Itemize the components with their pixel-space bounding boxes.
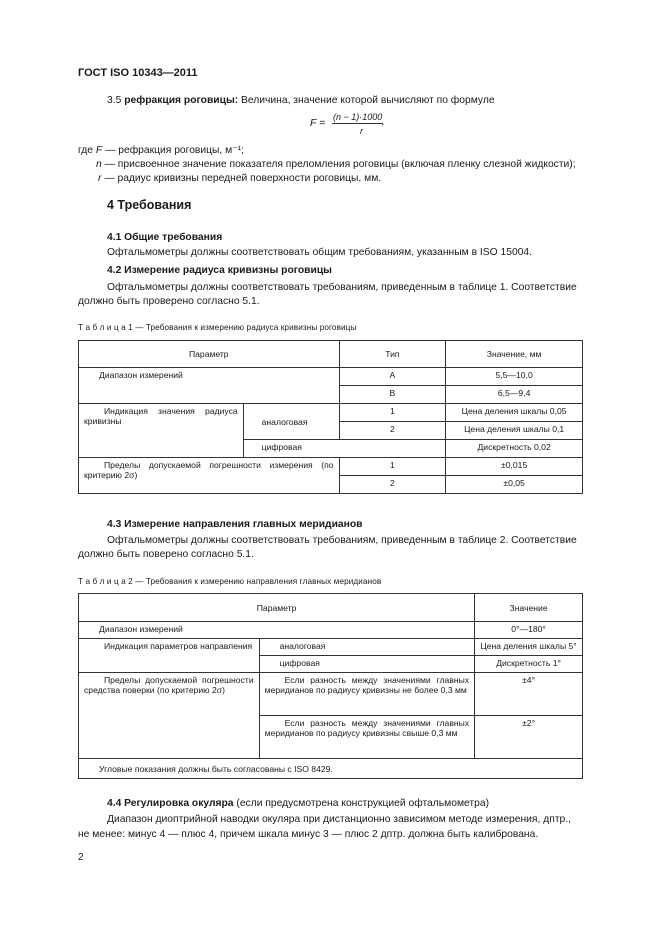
table-row <box>79 368 583 386</box>
section-title: 4 Требования <box>107 198 192 212</box>
table-cell: 0°—180° <box>475 622 583 639</box>
where-line-r <box>98 172 381 185</box>
subsection-4-3-text-1: Офтальмометры должны соответствовать требованиям, приведенным в таблице 2. Соответствие <box>107 535 577 546</box>
subsection-4-4-note: (если предусмотрена конструкцией офтальмометра) <box>236 798 490 809</box>
table-cell: Дискретность 0,02 <box>446 440 583 458</box>
table-1-header-value: Значение, мм <box>446 341 583 368</box>
table-row <box>79 673 583 716</box>
table-cell: Цена деления шкалы 0,1 <box>446 422 583 440</box>
document-header: ГОСТ ISO 10343—2011 <box>78 67 198 79</box>
where-label: где <box>78 145 94 156</box>
table-cell: ±4° <box>475 673 583 716</box>
table-2-header <box>79 594 583 622</box>
formula-lhs: F = <box>310 117 326 129</box>
table-2 <box>78 593 583 779</box>
table-1-header-param: Параметр <box>79 341 340 368</box>
definition-number: 3.5 <box>107 95 122 106</box>
table-1-header-type: Тип <box>339 341 446 368</box>
where-line-n <box>96 158 576 171</box>
table-cell: 1 <box>339 404 446 422</box>
table-1-error-param: Пределы допускаемой погрешности измерения (по критерию 2σ) <box>79 458 340 494</box>
table-cell: ±0,05 <box>446 476 583 494</box>
table-1-header <box>79 341 583 368</box>
table-cell: Если разность между значениями главных меридианов по радиусу кривизны не более 0,3 мм <box>259 673 475 716</box>
table-cell: 1 <box>339 458 446 476</box>
table-row <box>79 759 583 779</box>
subsection-4-2-text-2: должно быть проверено согласно 5.1. <box>78 296 260 307</box>
definition-text: Величина, значение которой вычисляют по формуле <box>241 95 495 106</box>
subsection-4-1-title: 4.1 Общие требования <box>107 232 223 243</box>
table-cell: Диапазон измерений <box>79 622 475 639</box>
page-number: 2 <box>78 852 84 863</box>
table-cell: Цена деления шкалы 5° <box>475 639 583 656</box>
formula-denominator: r <box>360 126 363 136</box>
where-line-f <box>78 144 244 157</box>
definition-line <box>107 94 495 107</box>
definition-term: рефракция роговицы: <box>124 95 239 106</box>
table-2-header-value: Значение <box>475 594 583 622</box>
var-text-r: — радиус кривизны передней поверхности роговицы, мм. <box>104 173 382 184</box>
subsection-4-4-heading <box>107 797 489 810</box>
subsection-4-4-text-1: Диапазон диоптрийной наводки окуляра при дистанционно зависимом методе измерения, дптр., <box>107 814 571 825</box>
subsection-4-2-title: 4.2 Измерение радиуса кривизны роговицы <box>107 265 332 276</box>
subsection-4-1-text: Офтальмометры должны соответствовать общим требованиям, указанным в ISO 15004. <box>107 247 533 258</box>
subsection-4-4-title: 4.4 Регулировка окуляра <box>107 798 234 809</box>
subsection-4-3-text-2: должно быть поверено согласно 5.1. <box>78 549 254 560</box>
var-symbol-f: F <box>95 145 103 156</box>
table-cell: цифровая <box>243 440 446 458</box>
table-cell: 2 <box>339 476 446 494</box>
table-2-indication-param: Индикация параметров направления <box>79 639 260 673</box>
table-cell: В <box>339 386 446 404</box>
var-symbol-n: n <box>96 159 102 170</box>
table-cell: ±2° <box>475 716 583 759</box>
table-2-note: Угловые показания должны быть согласованы с ISO 8429. <box>79 759 583 779</box>
table-cell: Дискретность 1° <box>475 656 583 673</box>
subsection-4-4-text-2: не менее: минус 4 — плюс 4, причем шкала минус 3 — плюс 2 дптр. должна быть калибрована. <box>78 829 539 840</box>
table-1-caption: Т а б л и ц а 1 — Требования к измерению радиуса кривизны роговицы <box>78 323 357 332</box>
var-symbol-r: r <box>98 173 102 184</box>
var-text-f: — рефракция роговицы, м⁻¹; <box>105 145 244 156</box>
table-1 <box>78 340 583 494</box>
table-cell: цифровая <box>259 656 475 673</box>
table-row <box>79 458 583 476</box>
subsection-4-3-title: 4.3 Измерение направления главных меридианов <box>107 519 363 530</box>
table-2-header-param: Параметр <box>79 594 475 622</box>
formula-comma: , <box>382 117 385 127</box>
table-row <box>79 404 583 422</box>
formula-numerator: (n − 1)·1000 <box>333 112 383 122</box>
table-2-caption: Т а б л и ц а 2 — Требования к измерению направления главных меридианов <box>78 577 382 586</box>
table-cell: 5,5—10,0 <box>446 368 583 386</box>
table-cell: аналоговая <box>243 404 339 440</box>
table-cell: 6,5—9,4 <box>446 386 583 404</box>
var-text-n: — присвоенное значение показателя преломления роговицы (включая пленку слезной жидкости); <box>104 159 576 170</box>
table-cell: А <box>339 368 446 386</box>
table-cell: Цена деления шкалы 0,05 <box>446 404 583 422</box>
table-cell: аналоговая <box>259 639 475 656</box>
table-2-error-param: Пределы допускаемой погрешности средства поверки (по критерию 2σ) <box>79 673 260 759</box>
table-1-range-param: Диапазон измерений <box>79 368 340 404</box>
table-cell: 2 <box>339 422 446 440</box>
table-cell: Если разность между значениями главных меридианов по радиусу кривизны свыше 0,3 мм <box>259 716 475 759</box>
table-1-indication-param: Индикация значения радиуса кривизны <box>79 404 244 458</box>
table-row <box>79 622 583 639</box>
subsection-4-2-text-1: Офтальмометры должны соответствовать требованиям, приведенным в таблице 1. Соответствие <box>107 282 577 293</box>
table-row <box>79 639 583 656</box>
table-cell: ±0,015 <box>446 458 583 476</box>
